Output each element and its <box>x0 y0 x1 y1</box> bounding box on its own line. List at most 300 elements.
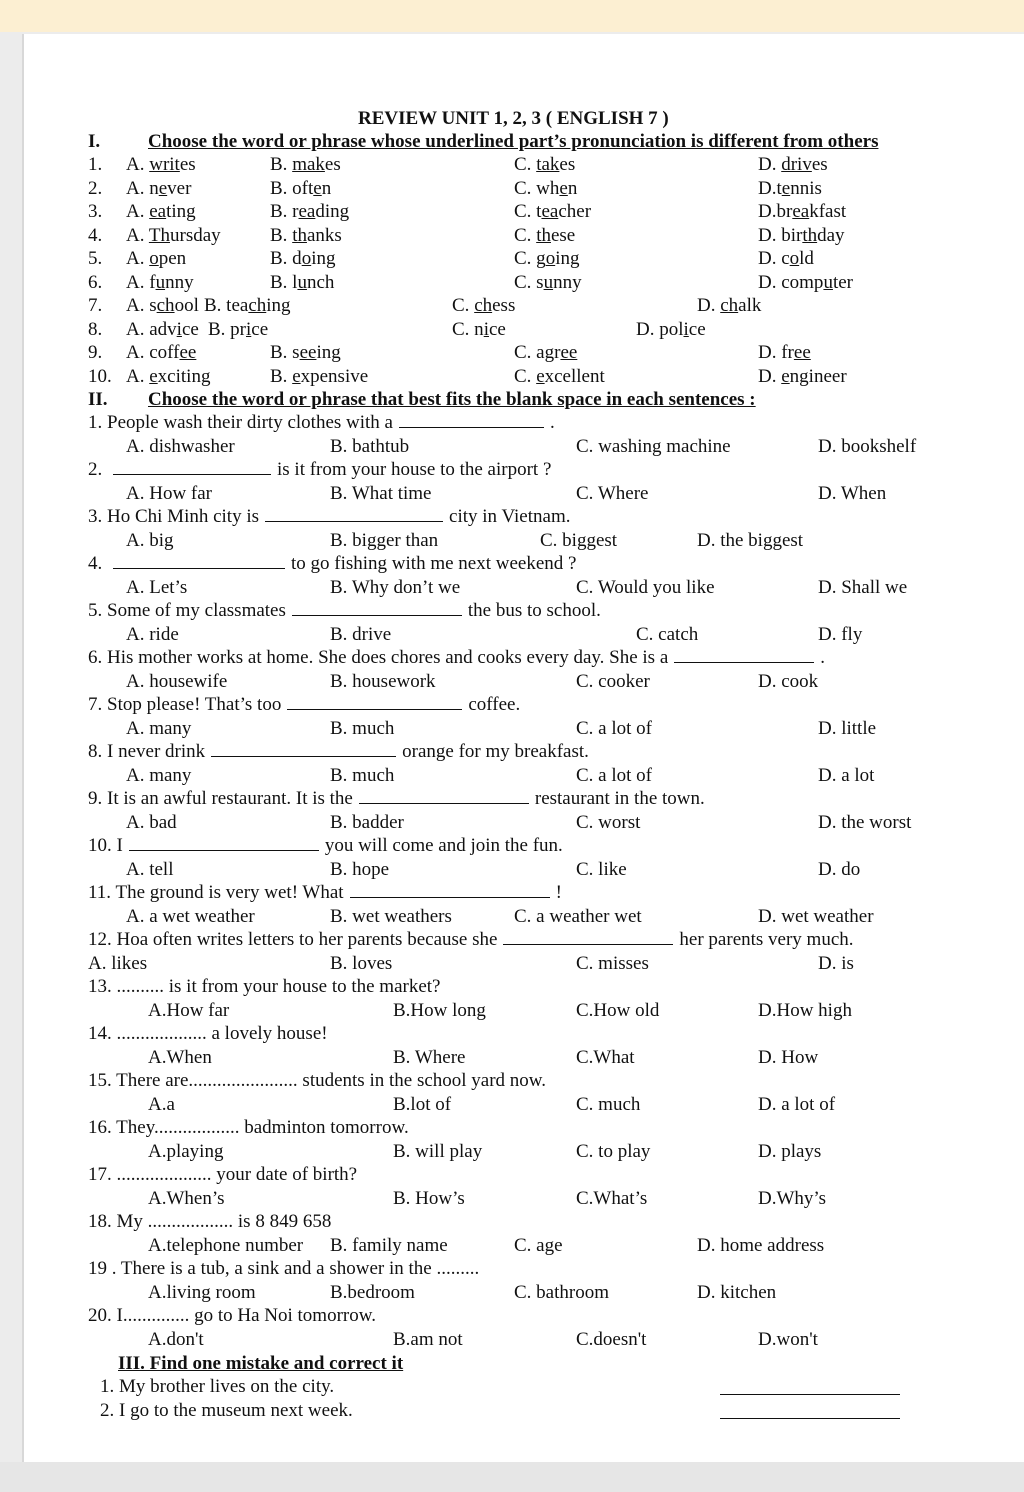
option-text: B. tea <box>204 295 249 316</box>
answer-blank[interactable] <box>359 789 529 804</box>
option-text: C. <box>452 295 475 316</box>
option-a <box>126 272 194 294</box>
option-text: n <box>321 177 332 199</box>
option-text: B. l <box>270 271 298 293</box>
option-c: C.doesn't <box>576 1328 647 1350</box>
underlined-part: i <box>246 318 252 340</box>
option-text: ce <box>688 318 706 340</box>
question-text: People wash their dirty clothes with a <box>107 412 393 433</box>
option-text: n <box>567 177 578 199</box>
option-a: A. ride <box>126 623 179 645</box>
option-d <box>758 342 811 364</box>
question-number: 18. <box>88 1211 112 1232</box>
underlined-part: mak <box>292 154 325 175</box>
option-text: xpensive <box>300 365 369 387</box>
option-text: A. <box>126 201 150 222</box>
option-b: B. hope <box>330 858 390 880</box>
option-d: D.Why’s <box>758 1187 827 1209</box>
option-text: nnis <box>790 177 822 199</box>
option-d <box>636 319 706 341</box>
option-text: nny <box>553 271 582 293</box>
question-text: is 8 849 658 <box>237 1211 332 1232</box>
question-text: Ho Chi Minh city is <box>107 506 260 527</box>
option-text: B. d <box>270 248 302 269</box>
question-18 <box>88 1211 331 1233</box>
answer-blank[interactable] <box>129 836 319 851</box>
underlined-part: u <box>543 271 554 293</box>
option-d: D. bookshelf <box>818 435 917 457</box>
option-b: B. badder <box>330 811 404 833</box>
question-text: go to Ha Noi tomorrow. <box>194 1305 376 1326</box>
option-b <box>270 154 341 176</box>
question-text: city in Vietnam. <box>449 506 571 527</box>
option-b: B. drive <box>330 623 392 645</box>
option-a: A. many <box>126 717 192 739</box>
option-text: ld <box>799 248 814 269</box>
question-text: Some of my classmates <box>107 600 286 621</box>
option-text: es <box>559 154 576 175</box>
underlined-part: tak <box>536 154 560 175</box>
question-text: I.............. <box>116 1305 190 1326</box>
option-b: B.How long <box>393 999 486 1021</box>
option-d: D. cook <box>758 670 819 692</box>
underlined-part: ea <box>149 201 167 222</box>
question-number: 13. <box>88 976 112 997</box>
question-number: 6. <box>88 647 103 668</box>
option-a: A. big <box>126 529 174 551</box>
option-text: C. s <box>514 271 544 293</box>
option-c: C. bathroom <box>514 1281 609 1303</box>
underlined-part: e <box>149 365 158 387</box>
option-c <box>514 201 591 223</box>
underlined-part: ch <box>474 295 493 316</box>
question-text: His mother works at home. She does chores and cooks every day. She is a <box>107 647 669 668</box>
underlined-part: e <box>158 177 168 199</box>
question-number: 12. <box>88 929 112 950</box>
option-a <box>126 366 210 388</box>
option-text: A. adv <box>126 318 177 340</box>
option-c: C. like <box>576 858 627 880</box>
option-text: es <box>811 154 828 175</box>
answer-blank[interactable] <box>113 554 285 569</box>
question-number: 9. <box>88 788 103 809</box>
option-c: C.What’s <box>576 1187 648 1209</box>
bottom-bar <box>0 1462 1024 1492</box>
question-13 <box>88 976 441 998</box>
option-d: D. kitchen <box>697 1281 777 1303</box>
mistake-item <box>100 1376 334 1398</box>
option-c: C. misses <box>576 952 649 974</box>
question-text: badminton tomorrow. <box>244 1117 409 1138</box>
option-b: B.am not <box>393 1328 463 1350</box>
option-text: C. agr <box>514 342 561 363</box>
option-c: C. age <box>514 1234 563 1256</box>
option-c <box>452 319 506 341</box>
question-number: 6. <box>88 271 103 293</box>
option-b <box>270 342 341 364</box>
option-text: B. r <box>270 201 299 222</box>
question-number: 4. <box>88 224 103 246</box>
option-d: D. Shall we <box>818 576 908 598</box>
question-15 <box>88 1070 546 1092</box>
question-number: 15. <box>88 1070 112 1091</box>
option-b <box>270 225 342 247</box>
question-6 <box>88 647 825 669</box>
option-c: C. washing machine <box>576 435 731 457</box>
question-text: The ground is very wet! What <box>115 882 344 903</box>
option-text: D.br <box>758 201 793 222</box>
option-a <box>126 178 191 200</box>
option-a <box>126 319 199 341</box>
option-b <box>270 201 349 223</box>
option-text: C. <box>514 365 537 387</box>
option-d: D. home address <box>697 1234 825 1256</box>
underlined-part: e <box>781 365 790 387</box>
option-text: pen <box>158 248 187 269</box>
option-b: B. Why don’t we <box>330 576 461 598</box>
option-d: D. the biggest <box>697 529 804 551</box>
question-10 <box>88 835 563 857</box>
option-a: A. many <box>126 764 192 786</box>
option-c <box>514 248 579 270</box>
option-text: A. f <box>126 271 156 293</box>
underlined-part: o <box>301 248 312 269</box>
item-text: I go to the museum next week. <box>119 1400 353 1421</box>
option-d <box>758 154 828 176</box>
option-text: C. <box>514 154 537 175</box>
option-a: A. tell <box>126 858 174 880</box>
question-text: I never drink <box>107 741 206 762</box>
option-text: C. t <box>514 201 542 222</box>
page-title: REVIEW UNIT 1, 2, 3 ( ENGLISH 7 ) <box>358 108 669 129</box>
option-text: C. g <box>514 248 546 269</box>
question-number: 2. <box>88 459 103 480</box>
answer-blank[interactable] <box>350 883 550 898</box>
option-text: D. <box>758 154 782 175</box>
underlined-part: ea <box>792 201 810 222</box>
section-3-heading: III. Find one mistake and correct it <box>118 1353 404 1374</box>
option-b: B. housework <box>330 670 436 692</box>
option-text: A. <box>126 248 150 269</box>
option-d: D. When <box>818 482 887 504</box>
option-c: C. cooker <box>576 670 650 692</box>
option-c: C. a weather wet <box>514 905 642 927</box>
option-b: B. What time <box>330 482 432 504</box>
option-d <box>758 178 822 200</box>
option-d <box>758 201 846 223</box>
option-b <box>270 178 331 200</box>
question-text: to go fishing with me next weekend ? <box>291 553 577 574</box>
underlined-part: ee <box>560 342 578 363</box>
underlined-part: Th <box>148 224 170 246</box>
option-b <box>270 366 368 388</box>
option-b: B. will play <box>393 1140 483 1162</box>
option-b <box>270 272 334 294</box>
underlined-part: ea <box>541 201 559 222</box>
question-text: is it from your house to the airport ? <box>277 459 552 480</box>
option-c: C. Would you like <box>576 576 715 598</box>
option-text: ting <box>166 201 196 222</box>
question-3 <box>88 506 570 528</box>
option-a <box>126 248 186 270</box>
option-c <box>514 366 605 388</box>
question-text: My .................. <box>116 1211 234 1232</box>
option-text: ess <box>492 295 516 316</box>
underlined-part: i <box>483 318 489 340</box>
option-a: A.When <box>148 1046 212 1068</box>
option-a <box>126 154 196 176</box>
question-text: restaurant in the town. <box>534 788 705 809</box>
option-text: xcellent <box>544 365 605 387</box>
option-c: C. worst <box>576 811 641 833</box>
option-text: ool <box>174 295 199 316</box>
option-d: D. little <box>818 717 877 739</box>
option-a: A. How far <box>126 482 213 504</box>
question-5 <box>88 600 601 622</box>
underlined-part: o <box>545 248 556 269</box>
question-text: your date of birth? <box>216 1164 358 1185</box>
option-d: D. plays <box>758 1140 822 1162</box>
underlined-part: ee <box>179 342 197 363</box>
mistake-item <box>100 1400 353 1422</box>
option-c <box>514 178 577 200</box>
question-number: 8. <box>88 741 103 762</box>
option-text: ursday <box>170 224 221 246</box>
option-b: B. much <box>330 764 395 786</box>
option-a <box>126 225 221 247</box>
question-text: orange for my breakfast. <box>402 741 589 762</box>
question-number: 3. <box>88 201 103 222</box>
option-b: B. family name <box>330 1234 448 1256</box>
question-number: 2. <box>88 177 103 199</box>
option-b: B. wet weathers <box>330 905 452 927</box>
underlined-part: e <box>292 365 301 387</box>
question-12 <box>88 929 854 951</box>
answer-blank[interactable] <box>292 601 462 616</box>
answer-blank[interactable] <box>503 930 673 945</box>
option-text: es <box>179 154 196 175</box>
underlined-part: ea <box>298 201 316 222</box>
option-text: A. <box>126 365 150 387</box>
option-c: C. Where <box>576 482 649 504</box>
underlined-part: ee <box>793 342 811 363</box>
option-d <box>758 225 845 247</box>
option-a: A. dishwasher <box>126 435 235 457</box>
underlined-part: ee <box>299 342 317 363</box>
question-text: .................... <box>116 1164 212 1185</box>
answer-blank[interactable] <box>265 507 443 522</box>
underlined-part: o <box>789 248 800 269</box>
question-text: coffee. <box>468 694 521 715</box>
option-c: C. catch <box>636 623 699 645</box>
option-b: B. much <box>330 717 395 739</box>
option-d <box>758 366 847 388</box>
underlined-part: o <box>149 248 159 269</box>
option-text: A. s <box>126 295 157 316</box>
option-c: C. biggest <box>540 529 618 551</box>
option-text: ese <box>550 224 576 246</box>
option-a: A. likes <box>88 952 148 974</box>
option-b: B. Where <box>393 1046 466 1068</box>
option-text: day <box>817 224 845 246</box>
option-text: ter <box>832 271 853 293</box>
question-text: Hoa often writes letters to her parents because she <box>116 929 498 950</box>
option-a: A.living room <box>148 1281 256 1303</box>
underlined-part: driv <box>781 154 812 175</box>
option-text: ing <box>555 248 580 269</box>
answer-blank[interactable] <box>399 413 544 428</box>
option-text: C. <box>514 224 537 246</box>
underlined-part: i <box>176 318 182 340</box>
option-text: C. n <box>452 318 484 340</box>
option-text: B. <box>270 154 293 175</box>
question-14 <box>88 1023 328 1045</box>
question-7 <box>88 694 520 716</box>
option-text: B. s <box>270 342 300 363</box>
question-text: They.................. <box>116 1117 240 1138</box>
option-text: ngineer <box>789 365 847 387</box>
option-text: A. <box>126 154 150 175</box>
underlined-part: th <box>292 224 307 246</box>
section-1-heading: Choose the word or phrase whose underlined part’s pronunciation is different from others <box>148 131 879 152</box>
question-number: 4. <box>88 553 103 574</box>
option-d: D. a lot <box>818 764 875 786</box>
option-text: B. pr <box>208 318 246 340</box>
option-c: C. to play <box>576 1140 651 1162</box>
question-text: There is a tub, a sink and a shower in the <box>120 1258 432 1279</box>
answer-blank[interactable] <box>211 742 396 757</box>
option-text: D. pol <box>636 318 684 340</box>
question-text: students in the school yard now. <box>302 1070 547 1091</box>
answer-blank[interactable] <box>674 648 814 663</box>
option-text: B. oft <box>270 177 314 199</box>
question-number: 3. <box>88 506 103 527</box>
option-b: B. loves <box>330 952 393 974</box>
question-number: 8. <box>88 318 103 340</box>
option-d: D. wet weather <box>758 905 874 927</box>
item-number: 2. <box>100 1400 115 1421</box>
question-text: .......... <box>116 976 164 997</box>
question-number: 1. <box>88 154 103 175</box>
option-d: D.How high <box>758 999 852 1021</box>
underlined-part: e <box>781 177 791 199</box>
option-a: A.a <box>148 1093 175 1115</box>
question-text: It is an awful restaurant. It is the <box>107 788 353 809</box>
option-text: es <box>324 154 341 175</box>
option-text: ing <box>311 248 336 269</box>
question-11 <box>88 882 562 904</box>
question-number: 10. <box>88 835 112 856</box>
question-number: 5. <box>88 248 103 269</box>
option-c: C. a lot of <box>576 764 652 786</box>
question-number: 16. <box>88 1117 112 1138</box>
answer-line[interactable] <box>720 1394 900 1395</box>
answer-line[interactable] <box>720 1418 900 1419</box>
option-c <box>514 272 582 294</box>
option-text: ce <box>488 318 506 340</box>
question-text: you will come and join the fun. <box>324 835 563 856</box>
option-text: nch <box>306 271 335 293</box>
underlined-part: ch <box>248 295 267 316</box>
option-text: B. <box>270 365 293 387</box>
question-16 <box>88 1117 409 1139</box>
question-text: . <box>550 412 555 433</box>
option-d: D. is <box>818 952 854 974</box>
answer-blank[interactable] <box>287 695 462 710</box>
option-d: D.won't <box>758 1328 818 1350</box>
question-2 <box>88 459 551 481</box>
underlined-part: e <box>559 177 568 199</box>
option-b <box>270 248 335 270</box>
answer-blank[interactable] <box>113 460 271 475</box>
question-text: the bus to school. <box>467 600 601 621</box>
option-text: ver <box>167 177 192 199</box>
underlined-part: e <box>313 177 322 199</box>
option-b <box>204 295 291 317</box>
underlined-part: i <box>683 318 689 340</box>
option-a: A.When’s <box>148 1187 225 1209</box>
option-text: ing <box>316 342 341 363</box>
option-text: ding <box>315 201 350 222</box>
underlined-part: writ <box>149 154 180 175</box>
underlined-part: e <box>536 365 545 387</box>
option-d: D. fly <box>818 623 863 645</box>
option-text: kfast <box>809 201 847 222</box>
section-1-number: I. <box>88 131 101 152</box>
question-text: Stop please! That’s too <box>107 694 282 715</box>
option-d <box>758 248 814 270</box>
option-a: A.telephone number <box>148 1234 304 1256</box>
option-text: ing <box>266 295 291 316</box>
option-a: A.playing <box>148 1140 224 1162</box>
item-number: 1. <box>100 1376 115 1397</box>
option-text: D. fr <box>758 342 794 363</box>
question-20 <box>88 1305 376 1327</box>
option-b: B. How’s <box>393 1187 465 1209</box>
question-number: 19 . <box>88 1258 117 1279</box>
option-text: nny <box>165 271 194 293</box>
option-text: cher <box>558 201 592 222</box>
option-d: D. the worst <box>818 811 912 833</box>
question-number: 7. <box>88 295 103 316</box>
top-bar <box>0 0 1024 32</box>
underlined-part: th <box>536 224 551 246</box>
option-b: B.bedroom <box>330 1281 415 1303</box>
question-text: . <box>820 647 826 668</box>
underlined-part: ch <box>156 295 175 316</box>
option-text: D. <box>697 295 721 316</box>
option-text: A. <box>126 224 149 246</box>
question-text: There are....................... <box>116 1070 298 1091</box>
option-text: xciting <box>157 365 211 387</box>
option-text: D.t <box>758 177 782 199</box>
option-c: C.What <box>576 1046 635 1068</box>
option-text: ce <box>181 318 199 340</box>
option-c <box>514 154 575 176</box>
underlined-part: u <box>823 271 833 293</box>
option-text: C. wh <box>514 177 560 199</box>
option-b: B. bathtub <box>330 435 410 457</box>
question-text: her parents very much. <box>679 929 854 950</box>
question-text: ................... <box>116 1023 207 1044</box>
question-number: 14. <box>88 1023 112 1044</box>
underlined-part: ch <box>720 295 739 316</box>
option-c: C.How old <box>576 999 660 1021</box>
question-8 <box>88 741 589 763</box>
question-4 <box>88 553 576 575</box>
option-c: C. much <box>576 1093 641 1115</box>
option-text: D. comp <box>758 271 824 293</box>
